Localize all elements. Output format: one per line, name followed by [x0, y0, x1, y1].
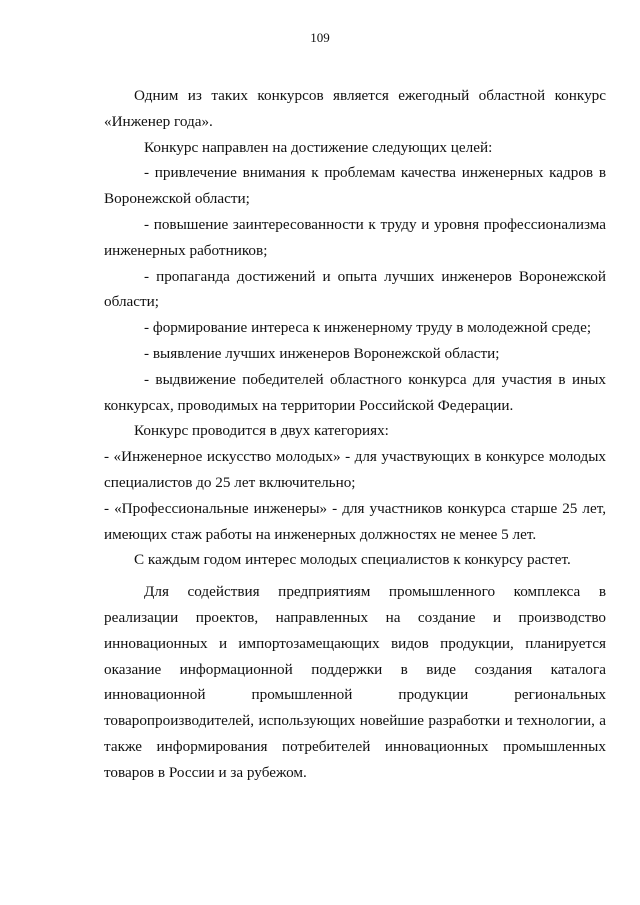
goal-item-5: - выявление лучших инженеров Воронежской области;: [144, 344, 500, 362]
paragraph-intro: Одним из таких конкурсов является ежегодный областной конкурс «Инженер года».: [104, 87, 606, 130]
paragraph-goals-heading: Конкурс направлен на достижение следующих целей:: [144, 138, 493, 156]
goal-item-3: - пропаганда достижений и опыта лучших инженеров Воронежской области;: [104, 267, 606, 311]
goal-item-1: - привлечение внимания к проблемам качества инженерных кадров в Воронежской области;: [104, 164, 606, 208]
document-body: [104, 83, 606, 786]
category-item-2: - «Профессиональные инженеры» - для участников конкурса старше 25 лет, имеющих стаж работы на инженерных должностях не менее 5 лет.: [104, 499, 606, 543]
category-item-1: - «Инженерное искусство молодых» - для участвующих в конкурсе молодых специалистов до 25 лет включительно;: [104, 448, 606, 491]
goal-item-6: - выдвижение победителей областного конкурса для участия в иных конкурсах, проводимых на территории Российской Федерации.: [104, 370, 606, 414]
goal-item-4: - формирование интереса к инженерному труду в молодежной среде;: [144, 319, 592, 337]
paragraph-support: Для содействия предприятиям промышленного комплекса в реализации проектов, направленных на создание и производство инновационных и импортозамещающих видов продукции, планируется оказание информационной поддержки в виде создания каталога инновационной промышленной продукции региональных товаропроизводителей, использующих новейшие разработки и технологии, а также информирования потребителей инновационных промышленных товаров в России и за рубежом.: [104, 583, 606, 781]
paragraph-interest: С каждым годом интерес молодых специалистов к конкурсу растет.: [134, 551, 571, 569]
page-number: 109: [310, 30, 330, 45]
goal-item-2: - повышение заинтересованности к труду и уровня профессионализма инженерных работников;: [104, 215, 606, 259]
paragraph-categories-heading: Конкурс проводится в двух категориях:: [134, 422, 389, 440]
